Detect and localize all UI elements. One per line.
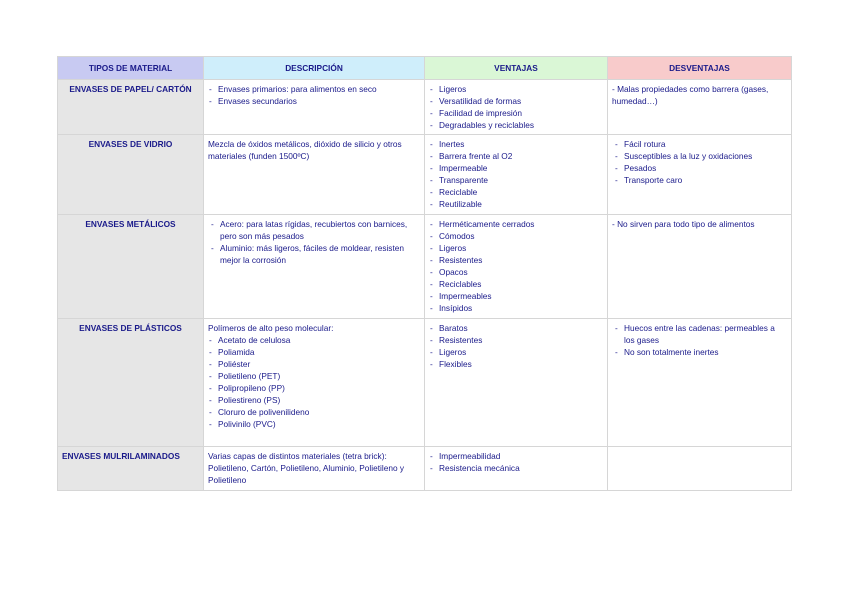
advantages-cell xyxy=(425,215,608,319)
list-item: - Huecos entre las cadenas: permeables a los gases xyxy=(612,322,787,346)
list-item: - Ligeros xyxy=(429,242,603,254)
list-item: - Ligeros xyxy=(429,83,603,95)
table-row xyxy=(58,215,792,319)
list-item: - Polivinilo (PVC) xyxy=(208,418,420,430)
list-item: - Aluminio: más ligeros, fáciles de moldear, resisten mejor la corrosión xyxy=(208,242,420,266)
table-row xyxy=(58,80,792,135)
list-item: - Polietileno (PET) xyxy=(208,370,420,382)
type-cell xyxy=(58,215,204,319)
header-row xyxy=(58,57,792,80)
materials-table xyxy=(57,56,792,491)
type-cell xyxy=(58,80,204,135)
disadvantages-text: - Malas propiedades como barrera (gases, humedad…) xyxy=(612,84,769,106)
list-item: - Poliéster xyxy=(208,358,420,370)
list-item: - Reciclables xyxy=(429,278,603,290)
list-item: - Polipropileno (PP) xyxy=(208,382,420,394)
type-label: ENVASES METÁLICOS xyxy=(85,219,176,229)
disadvantages-text: - No sirven para todo tipo de alimentos xyxy=(612,219,755,229)
advantages-cell xyxy=(425,135,608,215)
disadvantages-cell xyxy=(608,80,792,135)
list-item: - Insípidos xyxy=(429,302,603,314)
list-item: - Reutilizable xyxy=(429,198,603,210)
list-item: - Impermeables xyxy=(429,290,603,302)
list-item: - Resistentes xyxy=(429,254,603,266)
list-item: - Impermeable xyxy=(429,162,603,174)
header-type: TIPOS DE MATERIAL xyxy=(58,57,204,80)
list-item: - Flexibles xyxy=(429,358,603,370)
list-item: - Resistentes xyxy=(429,334,603,346)
type-label: ENVASES DE VIDRIO xyxy=(88,139,173,149)
list-item: - Opacos xyxy=(429,266,603,278)
type-cell xyxy=(58,135,204,215)
disadvantages-cell xyxy=(608,319,792,447)
description-cell xyxy=(204,80,425,135)
list-item: - Acero: para latas rígidas, recubiertos con barnices, pero son más pesados xyxy=(208,218,420,242)
header-advantages: VENTAJAS xyxy=(425,57,608,80)
type-cell xyxy=(58,319,204,447)
list-item: - Versatilidad de formas xyxy=(429,95,603,107)
description-cell xyxy=(204,215,425,319)
description-cell xyxy=(204,447,425,491)
description-cell xyxy=(204,135,425,215)
list-item: - Inertes xyxy=(429,138,603,150)
type-label: ENVASES DE PAPEL/ CARTÓN xyxy=(69,84,192,94)
advantages-cell xyxy=(425,80,608,135)
advantages-cell xyxy=(425,447,608,491)
list-item: - Acetato de celulosa xyxy=(208,334,420,346)
list-item: - Facilidad de impresión xyxy=(429,107,603,119)
list-item: - Pesados xyxy=(612,162,787,174)
disadvantages-cell xyxy=(608,135,792,215)
description-cell xyxy=(204,319,425,447)
type-label: ENVASES MULRILAMINADOS xyxy=(62,451,180,461)
list-item: - Herméticamente cerrados xyxy=(429,218,603,230)
list-item: - Cloruro de polivenilideno xyxy=(208,406,420,418)
description-text: Polímeros de alto peso molecular: xyxy=(208,323,334,333)
header-description: DESCRIPCIÓN xyxy=(204,57,425,80)
table-row xyxy=(58,447,792,491)
list-item: - Cómodos xyxy=(429,230,603,242)
advantages-cell xyxy=(425,319,608,447)
list-item: - Fácil rotura xyxy=(612,138,787,150)
list-item: - Ligeros xyxy=(429,346,603,358)
disadvantages-cell xyxy=(608,447,792,491)
description-text: Mezcla de óxidos metálicos, dióxido de silicio y otros materiales (funden 1500ºC) xyxy=(208,139,402,161)
list-item: - Barrera frente al O2 xyxy=(429,150,603,162)
header-disadvantages: DESVENTAJAS xyxy=(608,57,792,80)
list-item: - Transporte caro xyxy=(612,174,787,186)
list-item: - Reciclable xyxy=(429,186,603,198)
list-item: - Transparente xyxy=(429,174,603,186)
table-row xyxy=(58,135,792,215)
list-item: - No son totalmente inertes xyxy=(612,346,787,358)
type-cell xyxy=(58,447,204,491)
table-row xyxy=(58,319,792,447)
list-item: - Baratos xyxy=(429,322,603,334)
list-item: - Resistencia mecánica xyxy=(429,462,603,474)
list-item: - Envases secundarios xyxy=(208,95,420,107)
list-item: - Envases primarios: para alimentos en seco xyxy=(208,83,420,95)
disadvantages-cell xyxy=(608,215,792,319)
list-item: - Poliamida xyxy=(208,346,420,358)
description-text: Varias capas de distintos materiales (tetra brick): Polietileno, Cartón, Polietileno, Aluminio, Polietileno y Polietileno xyxy=(208,451,405,485)
list-item: - Susceptibles a la luz y oxidaciones xyxy=(612,150,787,162)
list-item: - Poliestireno (PS) xyxy=(208,394,420,406)
type-label: ENVASES DE PLÁSTICOS xyxy=(79,323,182,333)
list-item: - Degradables y reciclables xyxy=(429,119,603,131)
list-item: - Impermeabilidad xyxy=(429,450,603,462)
